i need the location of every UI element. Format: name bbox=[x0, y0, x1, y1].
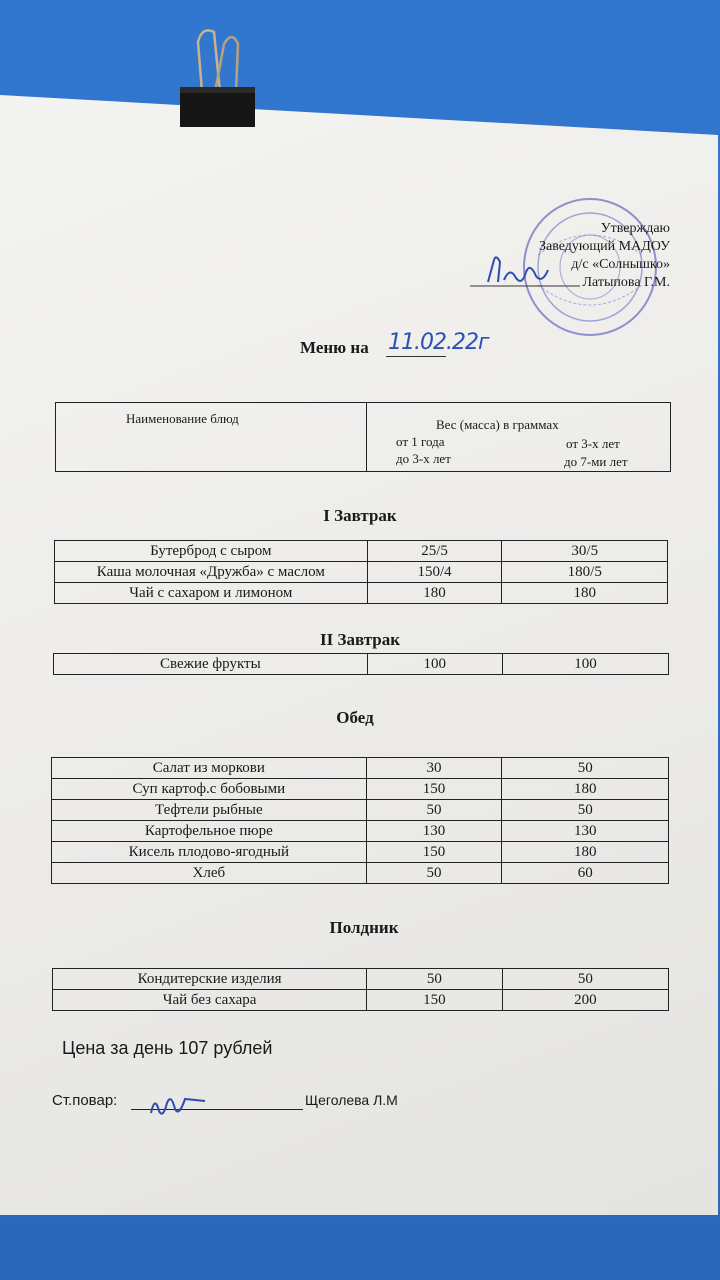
weight-age1-cell: 130 bbox=[366, 821, 502, 842]
weight-age2-cell: 180/5 bbox=[502, 562, 668, 583]
approval-line: Заведующий МАДОУ bbox=[539, 239, 670, 254]
director-signature-icon bbox=[470, 252, 580, 290]
breakfast1-table bbox=[54, 540, 668, 604]
header-weight: Вес (масса) в граммах bbox=[436, 417, 559, 432]
approval-line: Латыпова Г.М. bbox=[582, 275, 670, 290]
weight-age1-cell: 150/4 bbox=[367, 562, 502, 583]
breakfast2-table bbox=[53, 653, 669, 675]
approval-line: д/с «Солнышко» bbox=[571, 257, 670, 272]
table-row bbox=[52, 842, 669, 863]
date-underline bbox=[386, 356, 446, 357]
weight-age2-cell: 50 bbox=[502, 969, 668, 990]
table-row bbox=[55, 562, 668, 583]
dish-name-cell: Бутерброд с сыром bbox=[55, 541, 368, 562]
table-row bbox=[53, 969, 669, 990]
dish-name-cell: Салат из моркови bbox=[52, 758, 367, 779]
cook-label: Ст.повар: bbox=[52, 1092, 118, 1109]
table-row bbox=[53, 990, 669, 1011]
weight-age1-cell: 50 bbox=[366, 800, 502, 821]
dish-name-cell: Суп картоф.с бобовыми bbox=[52, 779, 367, 800]
dish-name-cell: Каша молочная «Дружба» с маслом bbox=[55, 562, 368, 583]
dish-name-cell: Кондитерские изделия bbox=[53, 969, 367, 990]
header-age2-to: до 7-ми лет bbox=[564, 454, 628, 469]
table-row bbox=[52, 758, 669, 779]
header-age1-from: от 1 года bbox=[396, 434, 445, 449]
dish-name-cell: Хлеб bbox=[52, 863, 367, 884]
weight-age2-cell: 180 bbox=[502, 842, 669, 863]
table-header bbox=[55, 402, 671, 472]
weight-age2-cell: 200 bbox=[502, 990, 668, 1011]
weight-age2-cell: 100 bbox=[502, 654, 668, 675]
header-age1-to: до 3-х лет bbox=[396, 451, 451, 466]
weight-age2-cell: 30/5 bbox=[502, 541, 668, 562]
approval-line: Утверждаю bbox=[600, 221, 670, 236]
weight-age1-cell: 100 bbox=[367, 654, 502, 675]
weight-age2-cell: 50 bbox=[502, 800, 669, 821]
binder-clip-icon bbox=[180, 22, 260, 132]
weight-age1-cell: 150 bbox=[367, 990, 503, 1011]
dish-name-cell: Кисель плодово-ягодный bbox=[52, 842, 367, 863]
dish-name-cell: Свежие фрукты bbox=[54, 654, 368, 675]
section-title-lunch: Обед bbox=[336, 708, 374, 727]
snack-table bbox=[52, 968, 669, 1011]
cook-name: Щеголева Л.М bbox=[305, 1092, 398, 1108]
section-title-breakfast1: I Завтрак bbox=[323, 506, 397, 525]
table-row bbox=[52, 779, 669, 800]
weight-age2-cell: 180 bbox=[502, 779, 669, 800]
table-row bbox=[54, 654, 669, 675]
table-row bbox=[55, 583, 668, 604]
section-title-breakfast2: II Завтрак bbox=[319, 630, 401, 649]
section-title-snack: Полдник bbox=[329, 918, 399, 937]
dish-name-cell: Чай с сахаром и лимоном bbox=[55, 583, 368, 604]
weight-age1-cell: 150 bbox=[366, 842, 502, 863]
cook-signature-icon bbox=[145, 1085, 215, 1125]
header-age2-from: от 3-х лет bbox=[566, 436, 620, 451]
weight-age1-cell: 180 bbox=[367, 583, 502, 604]
header-name: Наименование блюд bbox=[126, 411, 239, 426]
page-title: Меню на bbox=[300, 338, 369, 357]
weight-age2-cell: 130 bbox=[502, 821, 669, 842]
dish-name-cell: Чай без сахара bbox=[53, 990, 367, 1011]
handwritten-date: 11.02.22г bbox=[388, 330, 489, 355]
table-row bbox=[55, 541, 668, 562]
dish-name-cell: Тефтели рыбные bbox=[52, 800, 367, 821]
weight-age2-cell: 60 bbox=[502, 863, 669, 884]
weight-age1-cell: 150 bbox=[366, 779, 502, 800]
weight-age2-cell: 180 bbox=[502, 583, 668, 604]
table-row bbox=[52, 800, 669, 821]
weight-age1-cell: 50 bbox=[366, 863, 502, 884]
table-row bbox=[52, 821, 669, 842]
dish-name-cell: Картофельное пюре bbox=[52, 821, 367, 842]
table-row bbox=[52, 863, 669, 884]
weight-age1-cell: 50 bbox=[367, 969, 503, 990]
weight-age2-cell: 50 bbox=[502, 758, 669, 779]
weight-age1-cell: 25/5 bbox=[367, 541, 502, 562]
lunch-table bbox=[51, 757, 669, 884]
weight-age1-cell: 30 bbox=[366, 758, 502, 779]
daily-price: Цена за день 107 рублей bbox=[62, 1038, 273, 1058]
